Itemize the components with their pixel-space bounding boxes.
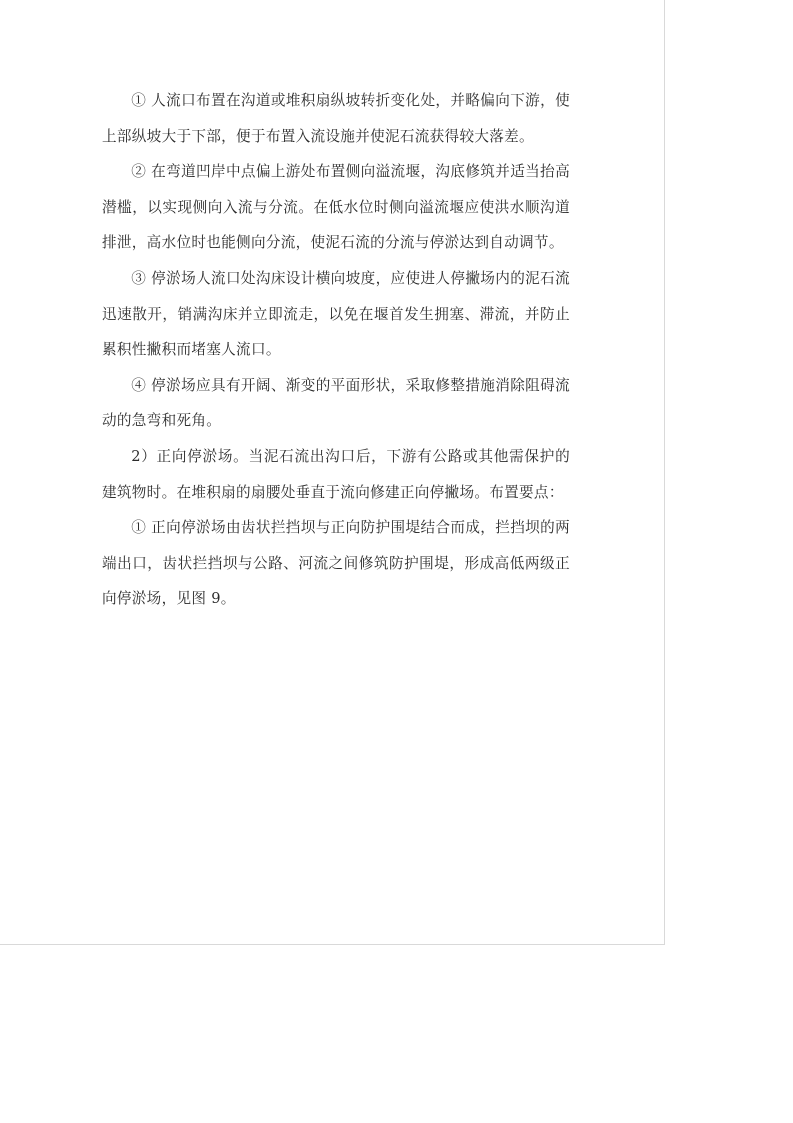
document-body [102,83,570,617]
paragraph-1: ① 人流口布置在沟道或堆积扇纵坡转折变化处，并略偏向下游，使上部纵坡大于下部，便于布置入流设施并使泥石流获得较大落差。 [102,92,570,145]
paragraph-3: ③ 停淤场人流口处沟床设计横向坡度，应使进人停撇场内的泥石流迅速散开，销满沟床并立即流走，以免在堰首发生拥塞、滞流，并防止累积性撇积而堵塞人流口。 [102,269,570,359]
paragraph-6: ① 正向停淤场由齿状拦挡坝与正向防护围堤结合而成，拦挡坝的两端出口，齿状拦挡坝与公路、河流之间修筑防护围堤，形成高低两级正向停淤场，见图 9。 [102,519,570,608]
paragraph-4: ④ 停淤场应具有开阔、渐变的平面形状，采取修整措施消除阻碍流动的急弯和死角。 [102,376,570,430]
paragraph-5: 2）正向停淤场。当泥石流出沟口后，下游有公路或其他需保护的建筑物时。在堆积扇的扇腰处垂直于流向修建正向停撇场。布置要点： [102,447,570,501]
paragraph-2: ② 在弯道凹岸中点偏上游处布置侧向溢流堰，沟底修筑并适当抬高潜槛，以实现侧向入流与分流。在低水位时侧向溢流堰应使洪水顺沟道排泄，高水位时也能侧向分流，使泥石流的分流与停淤达到自动调节。 [102,163,570,252]
